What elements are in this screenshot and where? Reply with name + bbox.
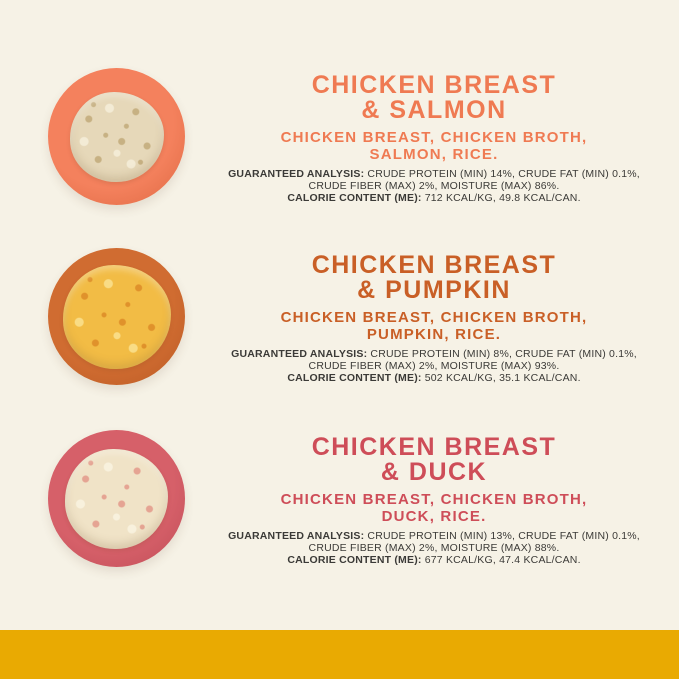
analysis-label: GUARANTEED ANALYSIS: [228,168,365,180]
analysis-values-1: CRUDE PROTEIN (MIN) 8%, CRUDE FAT (MIN) 0.1%, [367,348,637,360]
guaranteed-analysis [218,348,650,384]
calorie-line [218,192,650,204]
flavor-title [218,435,650,485]
flavor-section-chicken-salmon [0,60,679,240]
flavor-title-line-1: CHICKEN BREAST [311,71,557,99]
ingredients-list [218,491,650,525]
food-photo-shredded-chicken-duck [65,449,168,549]
flavor-info [218,422,650,566]
flavor-info [218,240,650,384]
analysis-label: GUARANTEED ANALYSIS: [228,530,365,542]
ingredients-line-1: CHICKEN BREAST, CHICKEN BROTH, [280,491,588,508]
analysis-label: GUARANTEED ANALYSIS: [231,348,368,360]
flavor-section-chicken-duck [0,422,679,602]
calorie-line [218,372,650,384]
analysis-line-1 [218,530,650,542]
flavor-title [218,253,650,303]
calorie-value: 502 KCAL/KG, 35.1 KCAL/CAN. [421,372,581,384]
ingredients-line-2: SALMON, RICE. [369,146,499,163]
flavor-title-line-2: & SALMON [361,96,507,124]
ingredients-line-1: CHICKEN BREAST, CHICKEN BROTH, [280,309,588,326]
bottom-accent-bar [0,630,679,679]
plate-photo-chicken-pumpkin [48,248,185,385]
analysis-line-1 [218,168,650,180]
flavor-section-chicken-pumpkin [0,240,679,420]
analysis-values-1: CRUDE PROTEIN (MIN) 14%, CRUDE FAT (MIN) 0.1%, [364,168,640,180]
flavor-title-line-1: CHICKEN BREAST [311,433,557,461]
calorie-label: CALORIE CONTENT (ME): [287,372,422,384]
calorie-label: CALORIE CONTENT (ME): [287,554,422,566]
analysis-line-2: CRUDE FIBER (MAX) 2%, MOISTURE (MAX) 93%. [308,360,560,372]
guaranteed-analysis [218,168,650,204]
calorie-value: 677 KCAL/KG, 47.4 KCAL/CAN. [421,554,581,566]
ingredients-line-2: DUCK, RICE. [381,508,487,525]
food-photo-shredded-chicken-salmon [70,92,164,182]
flavor-title-line-2: & DUCK [380,458,488,486]
calorie-value: 712 KCAL/KG, 49.8 KCAL/CAN. [421,192,581,204]
ingredients-line-2: PUMPKIN, RICE. [366,326,502,343]
guaranteed-analysis [218,530,650,566]
analysis-line-2: CRUDE FIBER (MAX) 2%, MOISTURE (MAX) 88%. [308,542,560,554]
analysis-line-2: CRUDE FIBER (MAX) 2%, MOISTURE (MAX) 86%. [308,180,560,192]
flavor-title-line-1: CHICKEN BREAST [311,251,557,279]
food-photo-chicken-pumpkin-mash [63,265,171,369]
calorie-line [218,554,650,566]
ingredients-list [218,129,650,163]
flavor-info [218,60,650,204]
ingredients-line-1: CHICKEN BREAST, CHICKEN BROTH, [280,129,588,146]
analysis-values-1: CRUDE PROTEIN (MIN) 13%, CRUDE FAT (MIN) 0.1%, [364,530,640,542]
analysis-line-1 [218,348,650,360]
ingredients-list [218,309,650,343]
calorie-label: CALORIE CONTENT (ME): [287,192,422,204]
plate-photo-chicken-salmon [48,68,185,205]
plate-photo-chicken-duck [48,430,185,567]
flavor-title-line-2: & PUMPKIN [357,276,511,304]
flavor-title [218,73,650,123]
